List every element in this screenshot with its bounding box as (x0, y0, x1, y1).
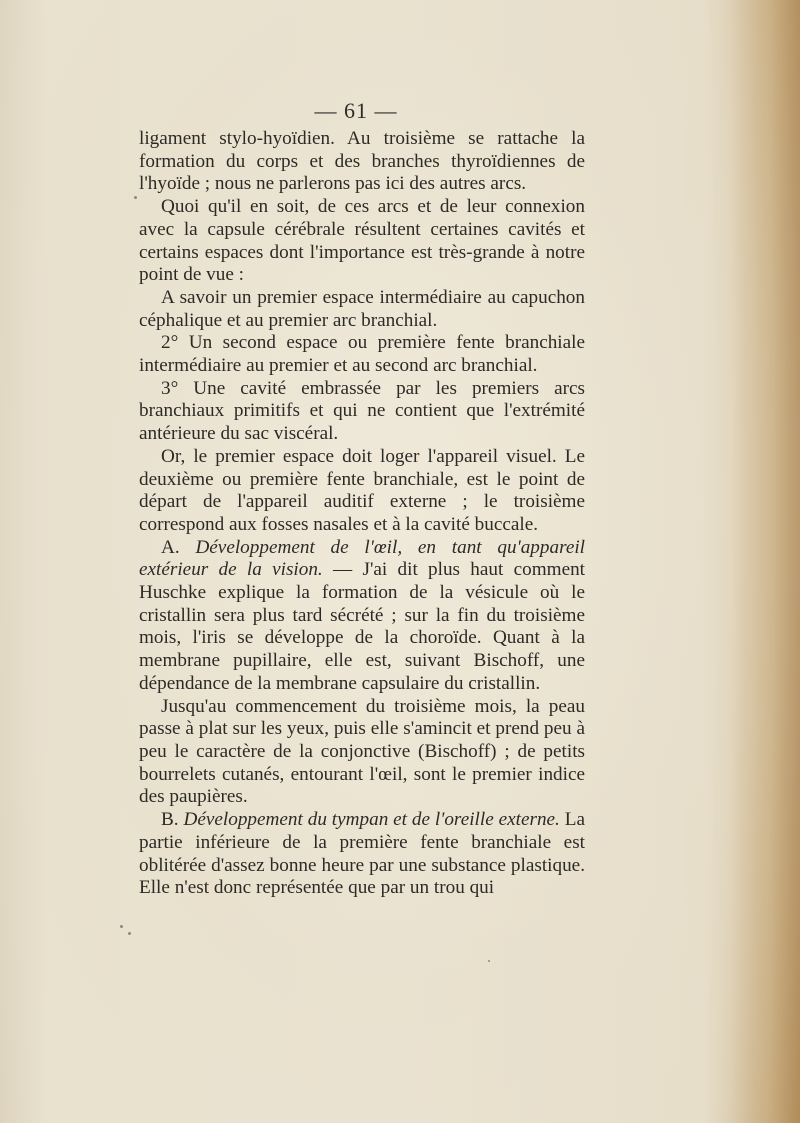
paragraph-continuation: ligament stylo-hyoïdien. Au troisième se rattache la formation du corps et des branches thyroïdiennes de l'hyoïde ; nous ne parlerons pas ici des autres arcs. (139, 128, 585, 195)
section-b-letter: B. (161, 809, 179, 831)
section-a-letter: A. (161, 536, 180, 558)
paragraph-spaces-summary: Or, le premier espace doit loger l'appareil visuel. Le deuxième ou première fente branchiale, est le point de départ de l'appareil auditif externe ; le troisième correspond aux fosses nasales et à la cavité buccale. (139, 445, 585, 535)
section-a-text: — J'ai dit plus haut comment Huschke explique la formation de la vésicule où le cristallin sera plus tard sécrété ; sur la fin du troisième mois, l'iris se développe de la choroïde. Quant à la membrane pupillaire, elle est, suivant Bischoff, une dépendance de la membrane capsulaire du cristallin. (139, 559, 586, 694)
paragraph-first-space: A savoir un premier espace intermédiaire au capuchon céphalique et au premier arc branchial. (139, 286, 585, 331)
section-b-text: La partie inférieure de la première fente branchiale est oblitérée d'assez bonne heure par une substance plastique. Elle n'est donc représentée que par un trou qui (139, 809, 585, 899)
paper-speck (488, 960, 490, 962)
paper-speck (128, 932, 131, 935)
paragraph-second-space: 2° Un second espace ou première fente branchiale intermédiaire au premier et au second arc branchial. (139, 332, 585, 377)
page-number: — 61 — (314, 98, 398, 123)
paragraph-section-a (139, 537, 585, 696)
page-edge-stain (730, 0, 800, 1123)
paper-speck (134, 196, 137, 199)
section-b-heading: Développement du tympan et de l'oreille externe. (183, 809, 560, 831)
paper-speck (120, 925, 123, 928)
paragraph-cavities-intro: Quoi qu'il en soit, de ces arcs et de leur connexion avec la capsule cérébrale résultent certaines cavités et certains espaces dont l'importance est très-grande à notre point de vue : (139, 196, 585, 286)
body-text (139, 128, 585, 900)
paragraph-section-b (139, 809, 585, 900)
paragraph-eyelids: Jusqu'au commencement du troisième mois, la peau passe à plat sur les yeux, puis elle s'amincit et prend peu à peu le caractère de la conjonctive (Bischoff) ; de petits bourrelets cutanés, entourant l'œil, sont le premier indice des paupières. (139, 695, 585, 808)
section-a-heading: Développement de l'œil, en tant qu'appareil extérieur de la vision. (139, 536, 585, 581)
paragraph-third-cavity: 3° Une cavité embrassée par les premiers arcs branchiaux primitifs et qui ne contient que l'extrémité antérieure du sac viscéral. (139, 377, 585, 445)
